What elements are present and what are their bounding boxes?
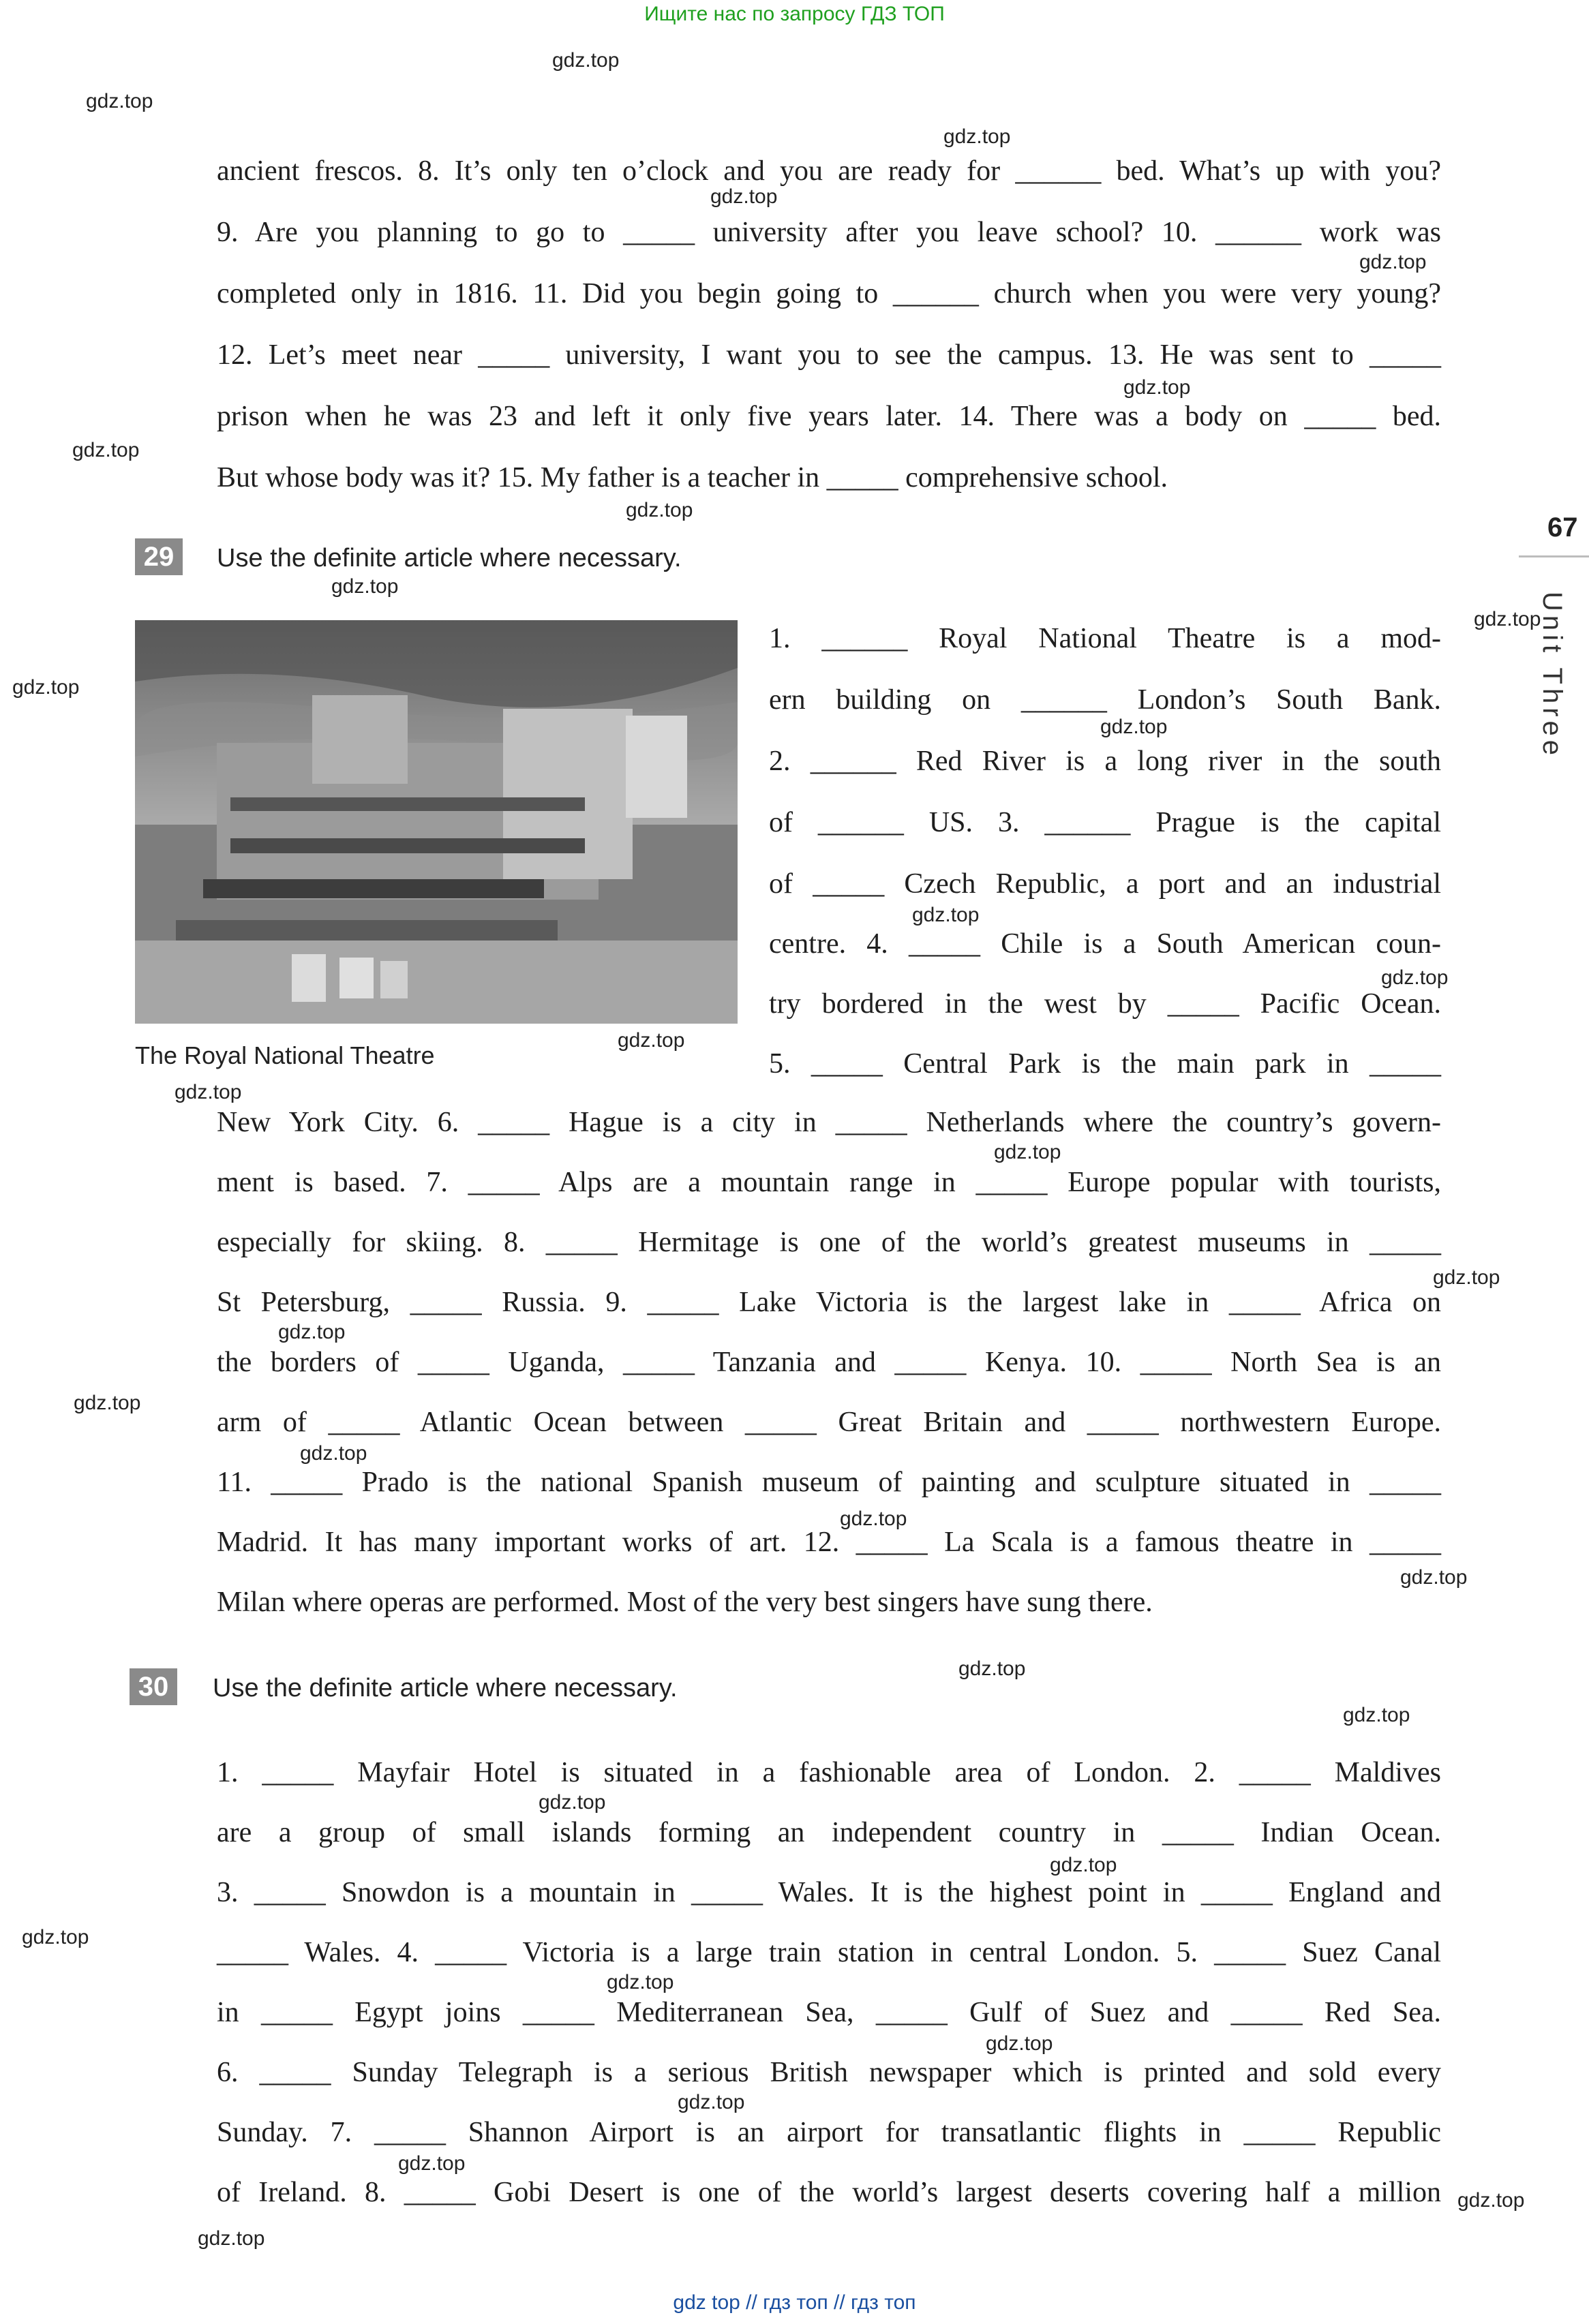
watermark: gdz.top [618,1029,685,1052]
text-line: Milan where operas are performed. Most of the very best singers have sung there. [217,1587,1153,1618]
watermark: gdz.top [1474,608,1541,630]
watermark: gdz.top [72,439,140,461]
text-line: are a group of small islands forming an independent country in _____ Indian Ocean. [217,1817,1441,1848]
watermark: gdz.top [12,676,80,699]
text-line: 2. ______ Red River is a long river in the south [769,746,1441,777]
watermark: gdz.top [552,49,620,72]
text-line: 9. Are you planning to go to _____ university after you leave school? 10. ______ work was [217,217,1441,248]
watermark: gdz.top [626,499,693,521]
watermark: gdz.top [943,125,1011,148]
watermark: gdz.top [22,1926,89,1948]
watermark: gdz.top [86,90,153,112]
text-line: 5. _____ Central Park is the main park in _____ [769,1048,1441,1080]
text-line: the borders of _____ Uganda, _____ Tanzania and _____ Kenya. 10. _____ North Sea is an [217,1347,1441,1378]
watermark: gdz.top [1050,1854,1117,1876]
footer-link[interactable]: gdz top // гдз топ // гдз топ [673,2291,916,2314]
text-line: in _____ Egypt joins _____ Mediterranean Sea, _____ Gulf of Suez and _____ Red Sea. [217,1997,1441,2028]
watermark: gdz.top [1433,1266,1500,1289]
text-line: 3. _____ Snowdon is a mountain in _____ Wales. It is the highest point in _____ England and [217,1877,1441,1908]
text-line: 12. Let’s meet near _____ university, I want you to see the campus. 13. He was sent to _____ [217,339,1441,371]
text-line: completed only in 1816. 11. Did you begin going to ______ church when you were very young? [217,278,1441,309]
text-line: ern building on ______ London’s South Bank. [769,684,1441,716]
watermark: gdz.top [398,2152,466,2175]
margin-divider [1519,555,1589,557]
watermark: gdz.top [912,904,980,926]
text-line: Madrid. It has many important works of art. 12. _____ La Scala is a famous theatre in _____ [217,1527,1441,1558]
text-line: New York City. 6. _____ Hague is a city in _____ Netherlands where the country’s govern- [217,1107,1441,1138]
exercise-instruction: Use the definite article where necessary. [213,1674,678,1702]
text-line: _____ Wales. 4. _____ Victoria is a large train station in central London. 5. _____ Suez Canal [217,1937,1441,1968]
text-line: try bordered in the west by _____ Pacific Ocean. [769,988,1441,1020]
watermark: gdz.top [678,2091,745,2113]
watermark: gdz.top [1457,2189,1525,2212]
text-line: of _____ Czech Republic, a port and an industrial [769,868,1441,900]
unit-label-text: Unit Three [1537,592,1567,760]
text-line: of ______ US. 3. ______ Prague is the capital [769,807,1441,838]
watermark: gdz.top [1381,966,1449,989]
photo-caption: The Royal National Theatre [135,1041,435,1069]
text-line: Sunday. 7. _____ Shannon Airport is an airport for transatlantic flights in _____ Republic [217,2117,1441,2148]
text-line: St Petersburg, _____ Russia. 9. _____ Lake Victoria is the largest lake in _____ Africa on [217,1287,1441,1318]
watermark: gdz.top [300,1442,367,1465]
watermark: gdz.top [278,1321,346,1343]
text-line: But whose body was it? 15. My father is a teacher in _____ comprehensive school. [217,462,1168,493]
watermark: gdz.top [1359,251,1427,273]
watermark: gdz.top [1100,716,1168,738]
text-line: centre. 4. _____ Chile is a South American coun- [769,928,1441,960]
watermark: gdz.top [331,575,399,598]
watermark: gdz.top [175,1081,242,1103]
text-line: arm of _____ Atlantic Ocean between _____ Great Britain and _____ northwestern Europe. [217,1407,1441,1438]
header-search-link[interactable]: Ищите нас по запросу ГДЗ ТОП [644,3,945,25]
watermark: gdz.top [74,1392,141,1414]
watermark: gdz.top [958,1657,1026,1680]
exercise-instruction: Use the definite article where necessary. [217,544,682,572]
watermark: gdz.top [994,1141,1061,1163]
watermark: gdz.top [840,1508,907,1530]
watermark: gdz.top [710,185,778,208]
text-line: 1. _____ Mayfair Hotel is situated in a fashionable area of London. 2. _____ Maldives [217,1757,1441,1788]
watermark: gdz.top [1343,1704,1410,1726]
watermark: gdz.top [198,2227,265,2250]
royal-national-theatre-photo [135,620,738,1024]
watermark: gdz.top [607,1971,674,1993]
watermark: gdz.top [539,1791,606,1814]
page-number: 67 [1547,513,1578,542]
text-line: 1. ______ Royal National Theatre is a mod- [769,623,1441,654]
text-line: prison when he was 23 and left it only five years later. 14. There was a body on _____ bed. [217,401,1441,432]
text-line: ment is based. 7. _____ Alps are a mountain range in _____ Europe popular with tourists, [217,1167,1441,1198]
text-line: especially for skiing. 8. _____ Hermitage is one of the world’s greatest museums in _____ [217,1227,1441,1258]
exercise-number-badge: 29 [135,538,183,575]
exercise-number-badge: 30 [130,1668,177,1705]
watermark: gdz.top [986,2032,1053,2055]
watermark: gdz.top [1123,376,1191,399]
text-line: 11. _____ Prado is the national Spanish museum of painting and sculpture situated in _____ [217,1467,1441,1498]
text-line: of Ireland. 8. _____ Gobi Desert is one of the world’s largest deserts covering half a million [217,2177,1441,2208]
text-line: ancient frescos. 8. It’s only ten o’clock and you are ready for ______ bed. What’s up with you? [217,155,1441,187]
text-line: 6. _____ Sunday Telegraph is a serious British newspaper which is printed and sold every [217,2057,1441,2088]
watermark: gdz.top [1400,1566,1468,1589]
unit-label [1534,586,1575,818]
